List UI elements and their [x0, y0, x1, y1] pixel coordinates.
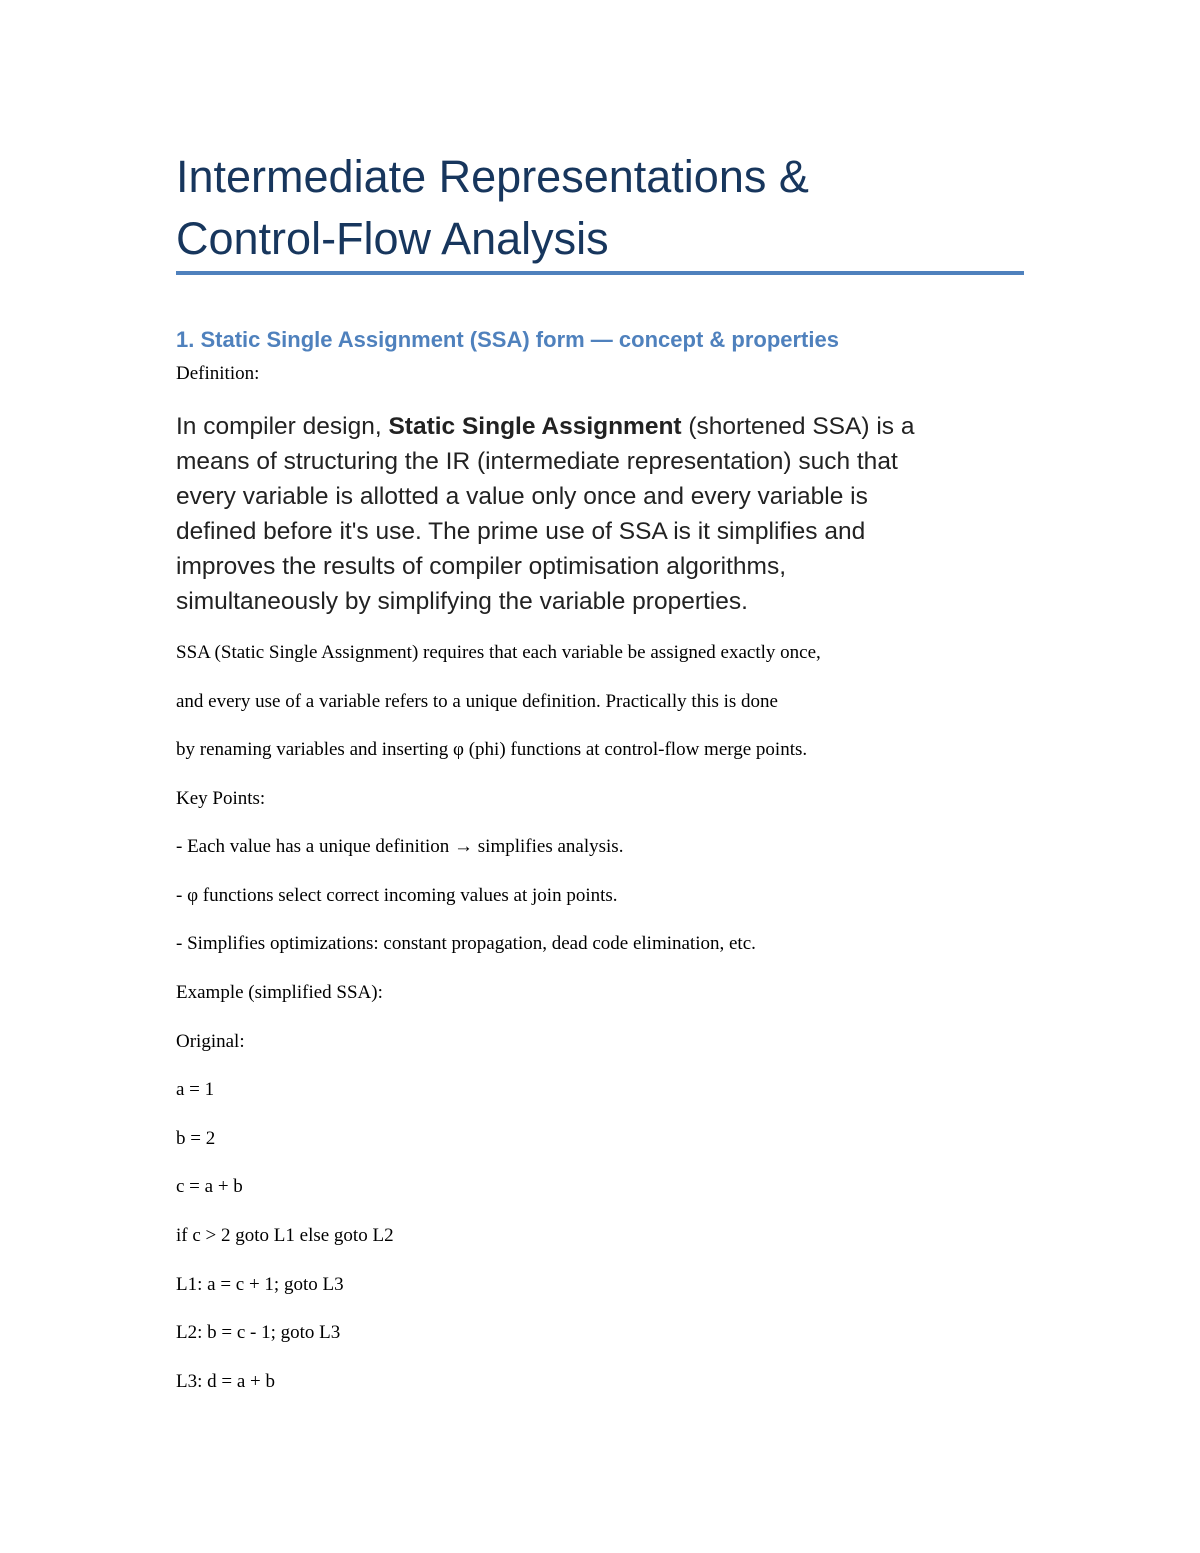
quote-line-5: improves the results of compiler optimisation algorithms,: [176, 553, 787, 580]
body-line: by renaming variables and inserting φ (phi) functions at control-flow merge points.: [176, 739, 808, 760]
definition-quote: [176, 409, 1026, 619]
key-point-item: - φ functions select correct incoming values at join points.: [176, 885, 618, 906]
quote-line-3: every variable is allotted a value only once and every variable is: [176, 483, 868, 510]
title-underline-rule: [176, 271, 1024, 275]
key-points-label: Key Points:: [176, 788, 266, 809]
example-label: Example (simplified SSA):: [176, 982, 383, 1003]
body-line: and every use of a variable refers to a unique definition. Practically this is done: [176, 691, 778, 712]
quote-bold-term: Static Single Assignment: [388, 413, 682, 440]
code-line: if c > 2 goto L1 else goto L2: [176, 1225, 394, 1246]
original-label: Original:: [176, 1031, 245, 1052]
code-line: L3: d = a + b: [176, 1371, 275, 1392]
quote-line-1-pre: In compiler design,: [176, 413, 389, 440]
code-line: c = a + b: [176, 1176, 243, 1197]
code-line: b = 2: [176, 1128, 216, 1149]
title-line-2: Control-Flow Analysis: [176, 213, 609, 264]
code-line: L2: b = c - 1; goto L3: [176, 1322, 341, 1343]
section-heading: 1. Static Single Assignment (SSA) form — concept & properties: [176, 327, 839, 352]
quote-line-1: [176, 409, 1026, 444]
quote-line-6: simultaneously by simplifying the variable properties.: [176, 588, 748, 615]
document-title: [176, 146, 1026, 270]
key-point-item: - Each value has a unique definition → simplifies analysis.: [176, 836, 624, 857]
title-line-1: Intermediate Representations &: [176, 151, 809, 202]
code-line: L1: a = c + 1; goto L3: [176, 1274, 344, 1295]
quote-line-1-post: (shortened SSA) is a: [681, 413, 915, 440]
code-line: a = 1: [176, 1079, 215, 1100]
quote-line-4: defined before it's use. The prime use of SSA is it simplifies and: [176, 518, 866, 545]
key-point-item: - Simplifies optimizations: constant propagation, dead code elimination, etc.: [176, 933, 756, 954]
quote-line-2: means of structuring the IR (intermediate representation) such that: [176, 448, 898, 475]
body-line: SSA (Static Single Assignment) requires that each variable be assigned exactly once,: [176, 642, 821, 663]
definition-label: Definition:: [176, 363, 260, 384]
